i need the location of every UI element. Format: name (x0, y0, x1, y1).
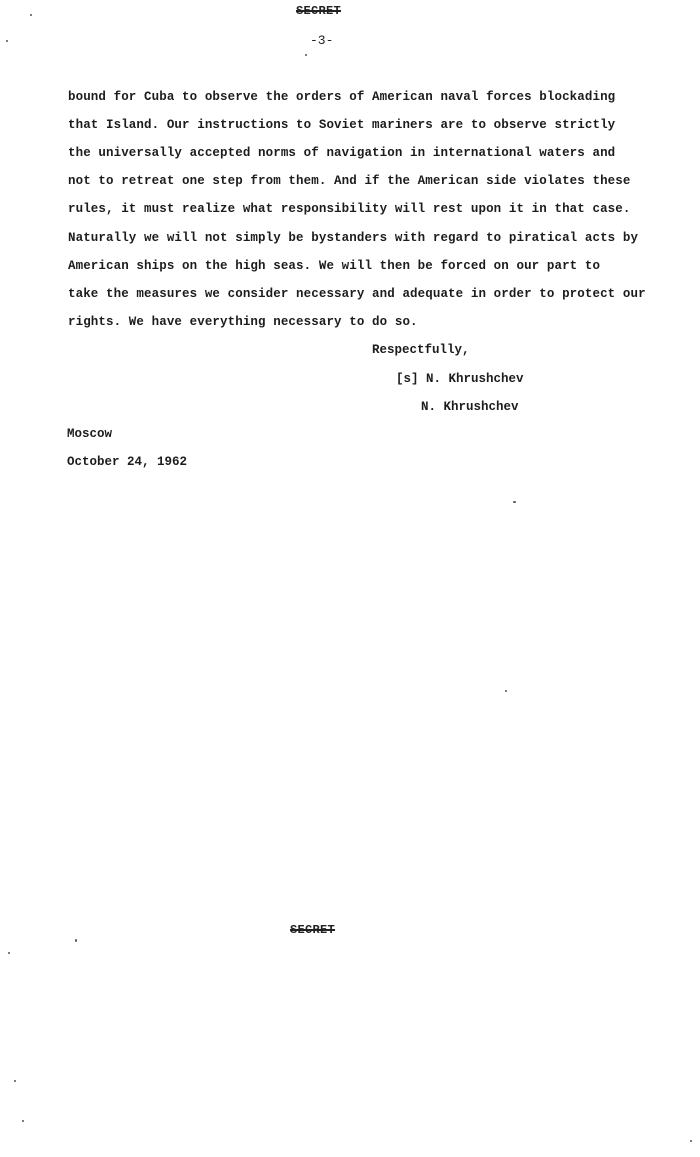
scan-speck (8, 952, 10, 954)
scan-speck (75, 939, 77, 942)
signature-line: [s] N. Khrushchev (396, 372, 524, 386)
body-line: the universally accepted norms of navigation in international waters and (68, 146, 616, 160)
body-line: rights. We have everything necessary to do so. (68, 315, 418, 329)
page-number: -3- (310, 33, 334, 48)
classification-marking-bottom: SECRET (290, 923, 336, 937)
scan-speck (6, 40, 8, 42)
body-line: take the measures we consider necessary and adequate in order to protect our (68, 287, 646, 301)
body-line: bound for Cuba to observe the orders of American naval forces blockading (68, 90, 616, 104)
typed-name: N. Khrushchev (421, 400, 519, 414)
scan-speck (30, 14, 32, 16)
scan-speck (305, 54, 307, 56)
classification-marking-top: SECRET (296, 4, 342, 18)
scan-speck (513, 501, 516, 503)
place-line: Moscow (67, 427, 113, 441)
scan-speck (14, 1080, 16, 1082)
date-line: October 24, 1962 (67, 455, 188, 469)
scan-speck (505, 690, 507, 692)
body-line: not to retreat one step from them. And if the American side violates these (68, 174, 631, 188)
scan-speck (22, 1120, 24, 1122)
body-line: Naturally we will not simply be bystanders with regard to piratical acts by (68, 231, 639, 245)
body-line: American ships on the high seas. We will then be forced on our part to (68, 259, 601, 273)
valediction: Respectfully, (372, 343, 470, 357)
body-line: rules, it must realize what responsibility will rest upon it in that case. (68, 202, 631, 216)
scan-speck (690, 1140, 692, 1142)
body-line: that Island. Our instructions to Soviet mariners are to observe strictly (68, 118, 616, 132)
